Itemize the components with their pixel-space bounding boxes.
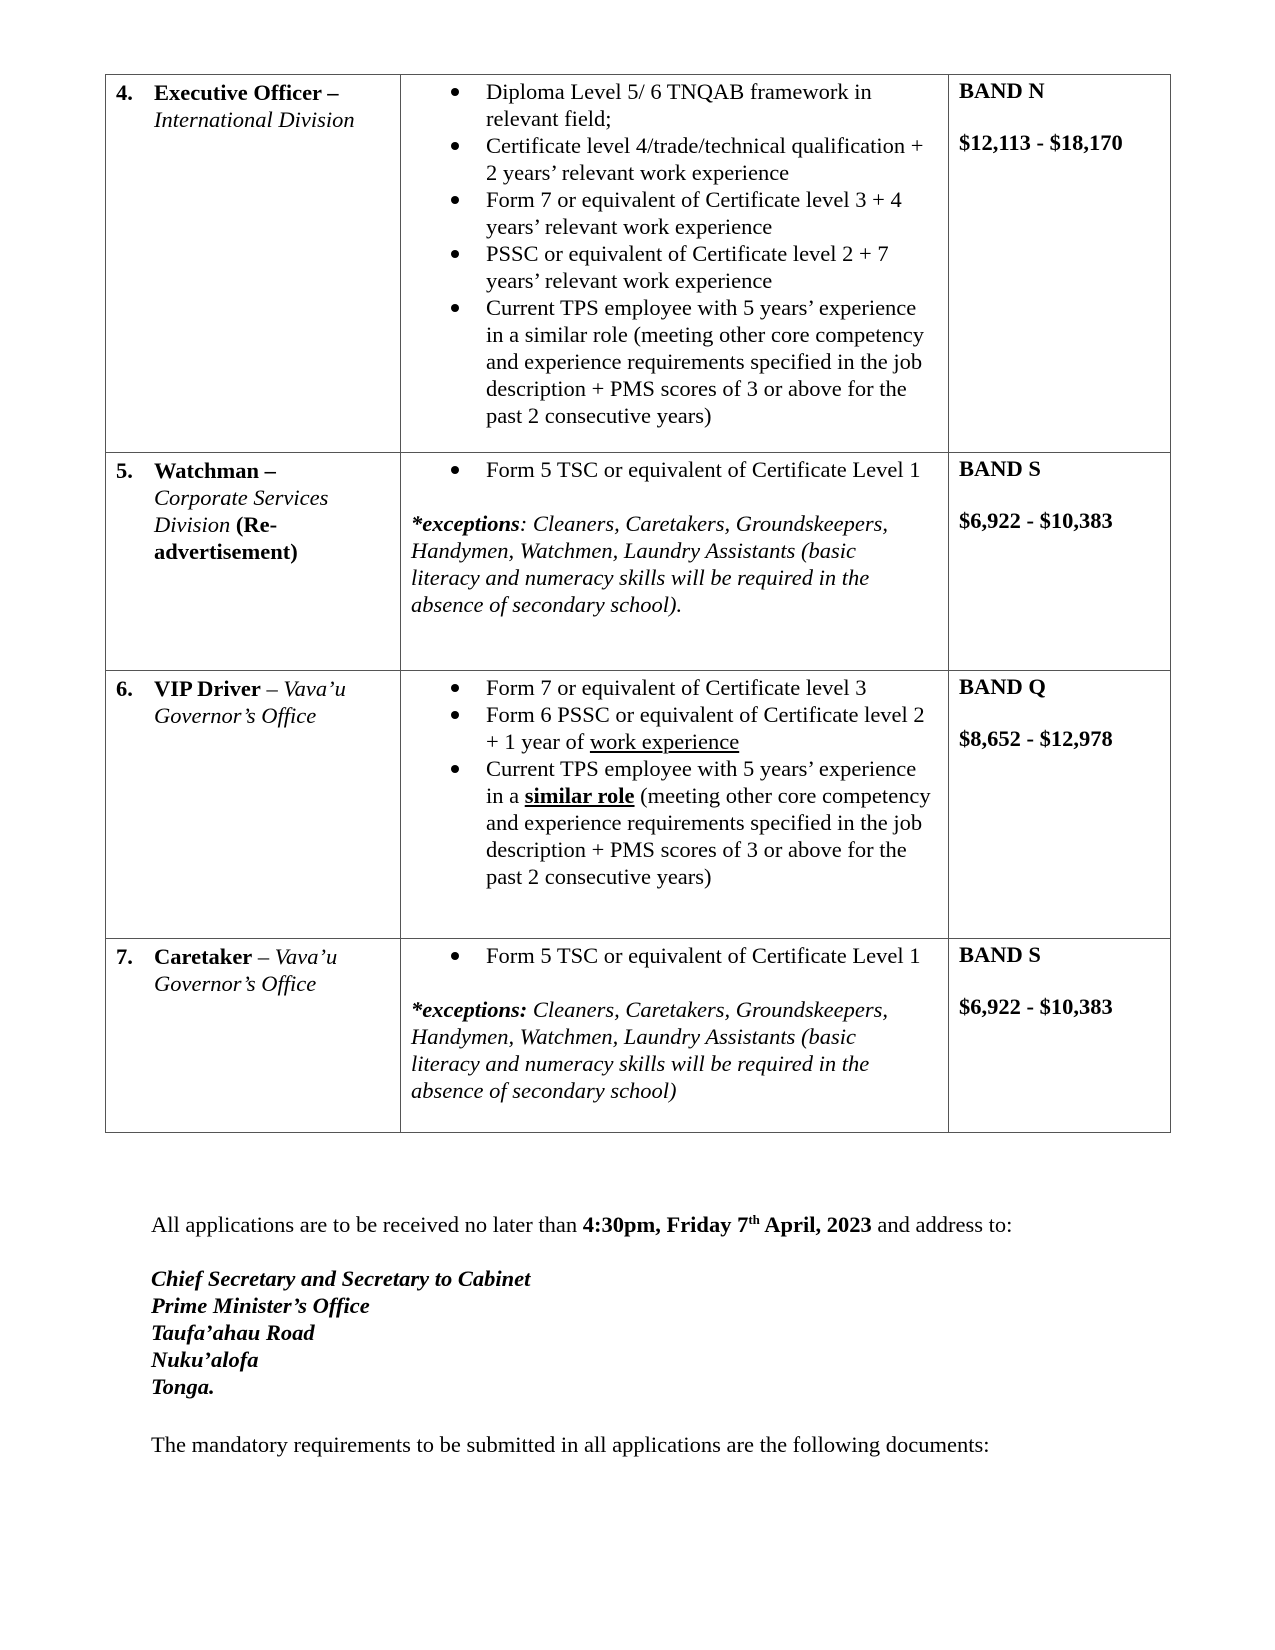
position-cell <box>106 671 401 939</box>
requirement-item <box>411 755 938 890</box>
requirements-cell <box>401 453 949 671</box>
position-department: International Division <box>154 107 355 132</box>
position-number: 7. <box>116 944 133 969</box>
band-label: BAND N <box>959 78 1045 103</box>
closing-suffix: and address to: <box>871 1212 1013 1237</box>
mandatory-requirements-text: The mandatory requirements to be submitted in all applications are the following documents: <box>151 1432 990 1457</box>
band-cell <box>949 939 1171 1133</box>
requirement-item: Form 5 TSC or equivalent of Certificate Level 1 <box>411 942 938 969</box>
underlined-text: similar role <box>524 783 635 808</box>
requirements-cell <box>401 939 949 1133</box>
address-line: Tonga. <box>151 1374 215 1399</box>
requirement-text: Current TPS employee with 5 years’ experience in a <box>486 756 917 808</box>
requirement-item: Form 5 TSC or equivalent of Certificate Level 1 <box>411 456 938 483</box>
address-line: Taufa’ahau Road <box>151 1320 315 1345</box>
position-department: Corporate Services Division <box>154 485 329 537</box>
band-cell <box>949 75 1171 453</box>
requirement-item <box>411 701 938 755</box>
table-row <box>106 75 1171 453</box>
title-dash: – <box>252 944 275 969</box>
requirement-item: Certificate level 4/trade/technical qualification + 2 years’ relevant work experience <box>411 132 938 186</box>
position-cell <box>106 453 401 671</box>
band-cell <box>949 671 1171 939</box>
deadline-part: April, 2023 <box>759 1212 872 1237</box>
address-line: Chief Secretary and Secretary to Cabinet <box>151 1266 531 1291</box>
table-row <box>106 939 1171 1133</box>
exceptions-note <box>411 510 938 618</box>
deadline <box>583 1212 872 1237</box>
salary-range: $8,652 - $12,978 <box>959 726 1113 751</box>
address-line: Prime Minister’s Office <box>151 1293 370 1318</box>
position-cell <box>106 939 401 1133</box>
position-title: Executive Officer <box>154 80 322 105</box>
address-block <box>151 1265 530 1400</box>
requirement-item: Form 7 or equivalent of Certificate level 3 <box>411 674 938 701</box>
requirements-cell <box>401 671 949 939</box>
position-number: 4. <box>116 80 133 105</box>
exceptions-label: *exceptions <box>411 511 520 536</box>
table-row <box>106 671 1171 939</box>
band-label: BAND S <box>959 456 1041 481</box>
position-department: Vava’u Governor’s Office <box>154 944 338 996</box>
position-title: Caretaker <box>154 944 253 969</box>
deadline-superscript: th <box>748 1212 760 1227</box>
exceptions-text: Cleaners, Caretakers, Groundskeepers, Handymen, Watchmen, Laundry Assistants (basic literacy and numeracy skills will be required in the absence of secondary school) <box>411 997 889 1103</box>
salary-range: $12,113 - $18,170 <box>959 130 1123 155</box>
salary-range: $6,922 - $10,383 <box>959 508 1113 533</box>
address-line: Nuku’alofa <box>151 1347 259 1372</box>
requirements-cell <box>401 75 949 453</box>
position-title: VIP Driver <box>154 676 261 701</box>
exceptions-text: : Cleaners, Caretakers, Groundskeepers, Handymen, Watchmen, Laundry Assistants (basic literacy and numeracy skills will be required in the absence of secondary school). <box>411 511 889 617</box>
requirement-item: PSSC or equivalent of Certificate level 2 + 7 years’ relevant work experience <box>411 240 938 294</box>
vacancy-table <box>105 74 1171 1133</box>
position-title: Watchman <box>154 458 260 483</box>
requirement-item: Form 7 or equivalent of Certificate level 3 + 4 years’ relevant work experience <box>411 186 938 240</box>
closing-deadline-text <box>151 1211 1012 1238</box>
salary-range: $6,922 - $10,383 <box>959 994 1113 1019</box>
position-number: 5. <box>116 458 133 483</box>
position-cell <box>106 75 401 453</box>
requirement-text: (meeting other core competency and experience requirements specified in the job description + PMS scores of 3 or above for the past 2 consecutive years) <box>486 783 931 889</box>
title-dash: – <box>259 458 276 483</box>
band-label: BAND S <box>959 942 1041 967</box>
closing-prefix: All applications are to be received no later than <box>151 1212 583 1237</box>
requirement-item: Current TPS employee with 5 years’ experience in a similar role (meeting other core competency and experience requirements specified in the job description + PMS scores of 3 or above for the past 2 consecutive years) <box>411 294 938 429</box>
title-dash: – <box>260 676 284 701</box>
title-dash: – <box>321 80 339 105</box>
band-cell <box>949 453 1171 671</box>
position-number: 6. <box>116 676 133 701</box>
band-label: BAND Q <box>959 674 1046 699</box>
position-department: Vava’u Governor’s Office <box>154 676 346 728</box>
deadline-part: 4:30pm, Friday 7 <box>582 1212 749 1237</box>
underlined-text: work experience <box>589 729 740 754</box>
table-row <box>106 453 1171 671</box>
exceptions-label: *exceptions: <box>411 997 528 1022</box>
requirement-text: Form 6 PSSC or equivalent of Certificate level 2 + 1 year of <box>486 702 925 754</box>
position-note: (Re-advertisement) <box>154 512 298 564</box>
requirement-item: Diploma Level 5/ 6 TNQAB framework in relevant field; <box>411 78 938 132</box>
exceptions-note <box>411 996 938 1104</box>
